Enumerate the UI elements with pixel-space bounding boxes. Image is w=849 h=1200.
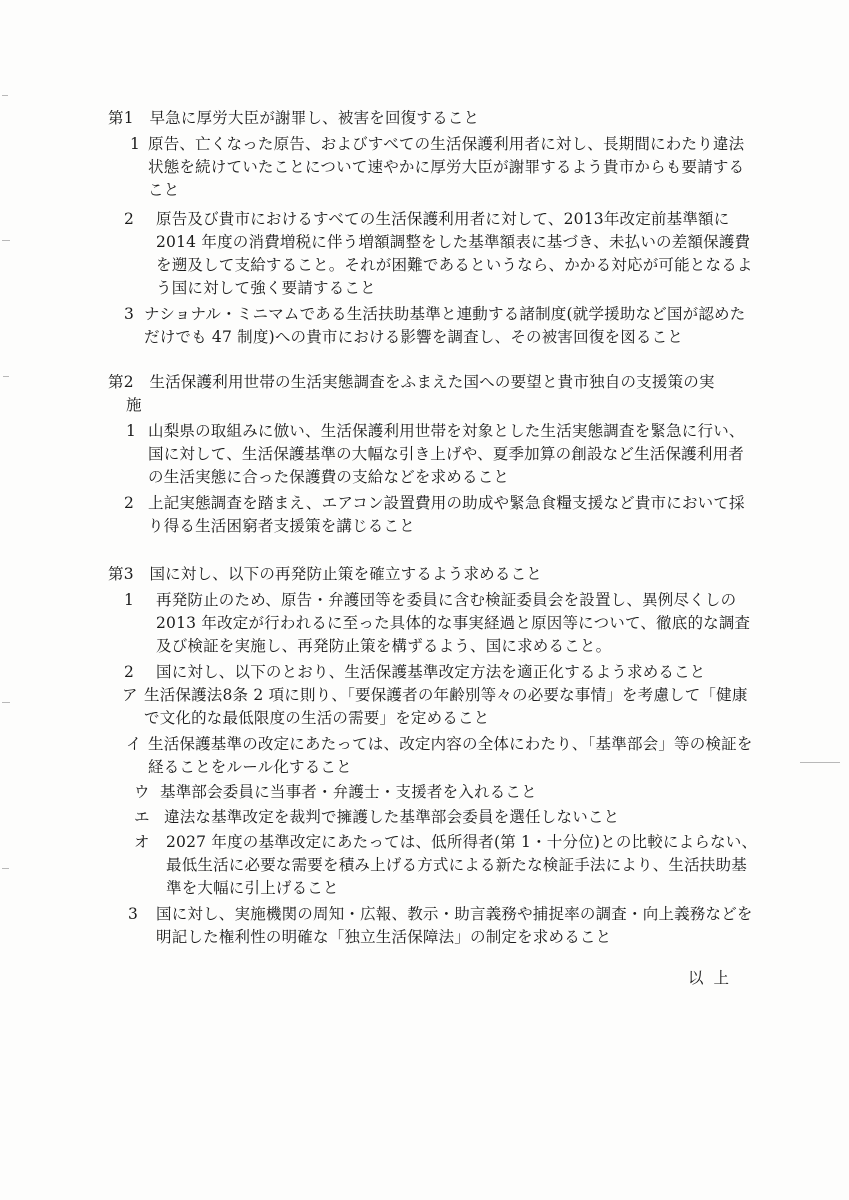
item-number: 1 [126,422,137,440]
scan-mark [800,762,840,763]
section-2-title-line1: 第2 生活保護利用世帯の生活実態調査をふまえた国への要望と貴市独自の支援策の実 [108,373,715,391]
scan-mark [2,868,9,869]
item-text: ナショナル・ミニマムである生活扶助基準と連動する諸制度(就学援助など国が認めただけでも 47 制度)への貴市における影響を調査し、その被害回復を図ること [144,305,746,346]
closing-text: 以上 [687,969,739,987]
item-number: 2 [124,210,135,228]
scan-mark [3,376,9,377]
section-3-sub-i [126,733,758,779]
section-3-sub-o [134,831,758,900]
section-2-item-1 [126,420,758,489]
section-3-sub-u [134,781,758,804]
section-2-title [108,371,758,417]
section-1-item-2 [124,208,758,300]
section-1-title: 第1 早急に厚労大臣が謝罪し、被害を回復すること [108,109,480,127]
item-number: 3 [124,305,135,323]
scan-mark [2,702,10,703]
sub-number: ウ [134,783,150,801]
section-1 [108,107,758,349]
section-3-sub-a [122,684,758,730]
section-1-item-3 [124,303,758,349]
section-3-item-1 [124,589,758,658]
section-2-item-2 [124,492,758,538]
item-text: 国に対し、実施機関の周知・広報、教示・助言義務や捕捉率の調査・向上義務などを明記した権利性の明確な「独立生活保障法」の制定を求めること [156,905,753,946]
sub-text: 生活保護法8条 2 項に則り、「要保護者の年齢別等々の必要な事情」を考慮して「健康で文化的な最低限度の生活の需要」を定めること [144,686,748,727]
item-text: 山梨県の取組みに倣い、生活保護利用世帯を対象とした生活実態調査を緊急に行い、国に対して、生活保護基準の大幅な引き上げや、夏季加算の創設など生活保護利用者の生活実態に合った保護費の支給などを求めること [148,422,745,486]
item-number: 2 [124,494,135,512]
section-1-item-1 [130,133,758,202]
item-text: 原告及び貴市におけるすべての生活保護利用者に対して、2013年改定前基準額に 2014 年度の消費増税に伴う増額調整をした基準額表に基づき、未払いの差額保護費を遡及して支給すること。それが困難であるというなら、かかる対応が可能となるよう国に対して強く要請すること [156,210,753,297]
item-number: 2 [124,663,135,681]
scan-mark [2,240,10,241]
sub-text: 生活保護基準の改定にあたっては、改定内容の全体にわたり、「基準部会」等の検証を経ることをルール化すること [148,735,753,776]
sub-number: ア [122,686,138,704]
section-3-item-2 [124,661,758,684]
scan-mark [2,95,8,96]
sub-text: 違法な基準改定を裁判で擁護した基準部会委員を選任しないこと [164,808,620,826]
item-number: 1 [130,135,141,153]
sub-number: オ [134,833,150,851]
sub-text: 基準部会委員に当事者・弁護士・支援者を入れること [160,783,537,801]
section-3-item-3 [128,903,758,949]
item-text: 再発防止のため、原告・弁護団等を委員に含む検証委員会を設置し、異例尽くしの2013 年改定が行われるに至った具体的な事実経過と原因等について、徹底的な調査及び検証を実施し、再発防止策を構ずるよう、国に求めること。 [156,591,751,655]
sub-text: 2027 年度の基準改定にあたっては、低所得者(第 1・十分位)との比較によらない、最低生活に必要な需要を積み上げる方式による新たな検証手法により、生活扶助基準を大幅に引上げること [166,833,758,897]
sub-number: イ [126,735,142,753]
section-3-sub-e [134,806,758,829]
section-3-title: 第3 国に対し、以下の再発防止策を確立するよう求めること [108,565,542,583]
sub-number: エ [134,808,150,826]
section-2 [108,371,758,538]
item-text: 上記実態調査を踏まえ、エアコン設置費用の助成や緊急食糧支援など貴市において採り得る生活困窮者支援策を講じること [148,494,745,535]
item-number: 1 [124,591,135,609]
item-number: 3 [128,905,139,923]
section-3 [108,563,758,949]
item-text: 原告、亡くなった原告、およびすべての生活保護利用者に対し、長期間にわたり違法状態を続けていたことについて速やかに厚労大臣が謝罪するよう貴市からも要請すること [148,135,745,199]
section-2-title-line2: 施 [126,396,142,414]
item-text: 国に対し、以下のとおり、生活保護基準改定方法を適正化するよう求めること [156,663,706,681]
